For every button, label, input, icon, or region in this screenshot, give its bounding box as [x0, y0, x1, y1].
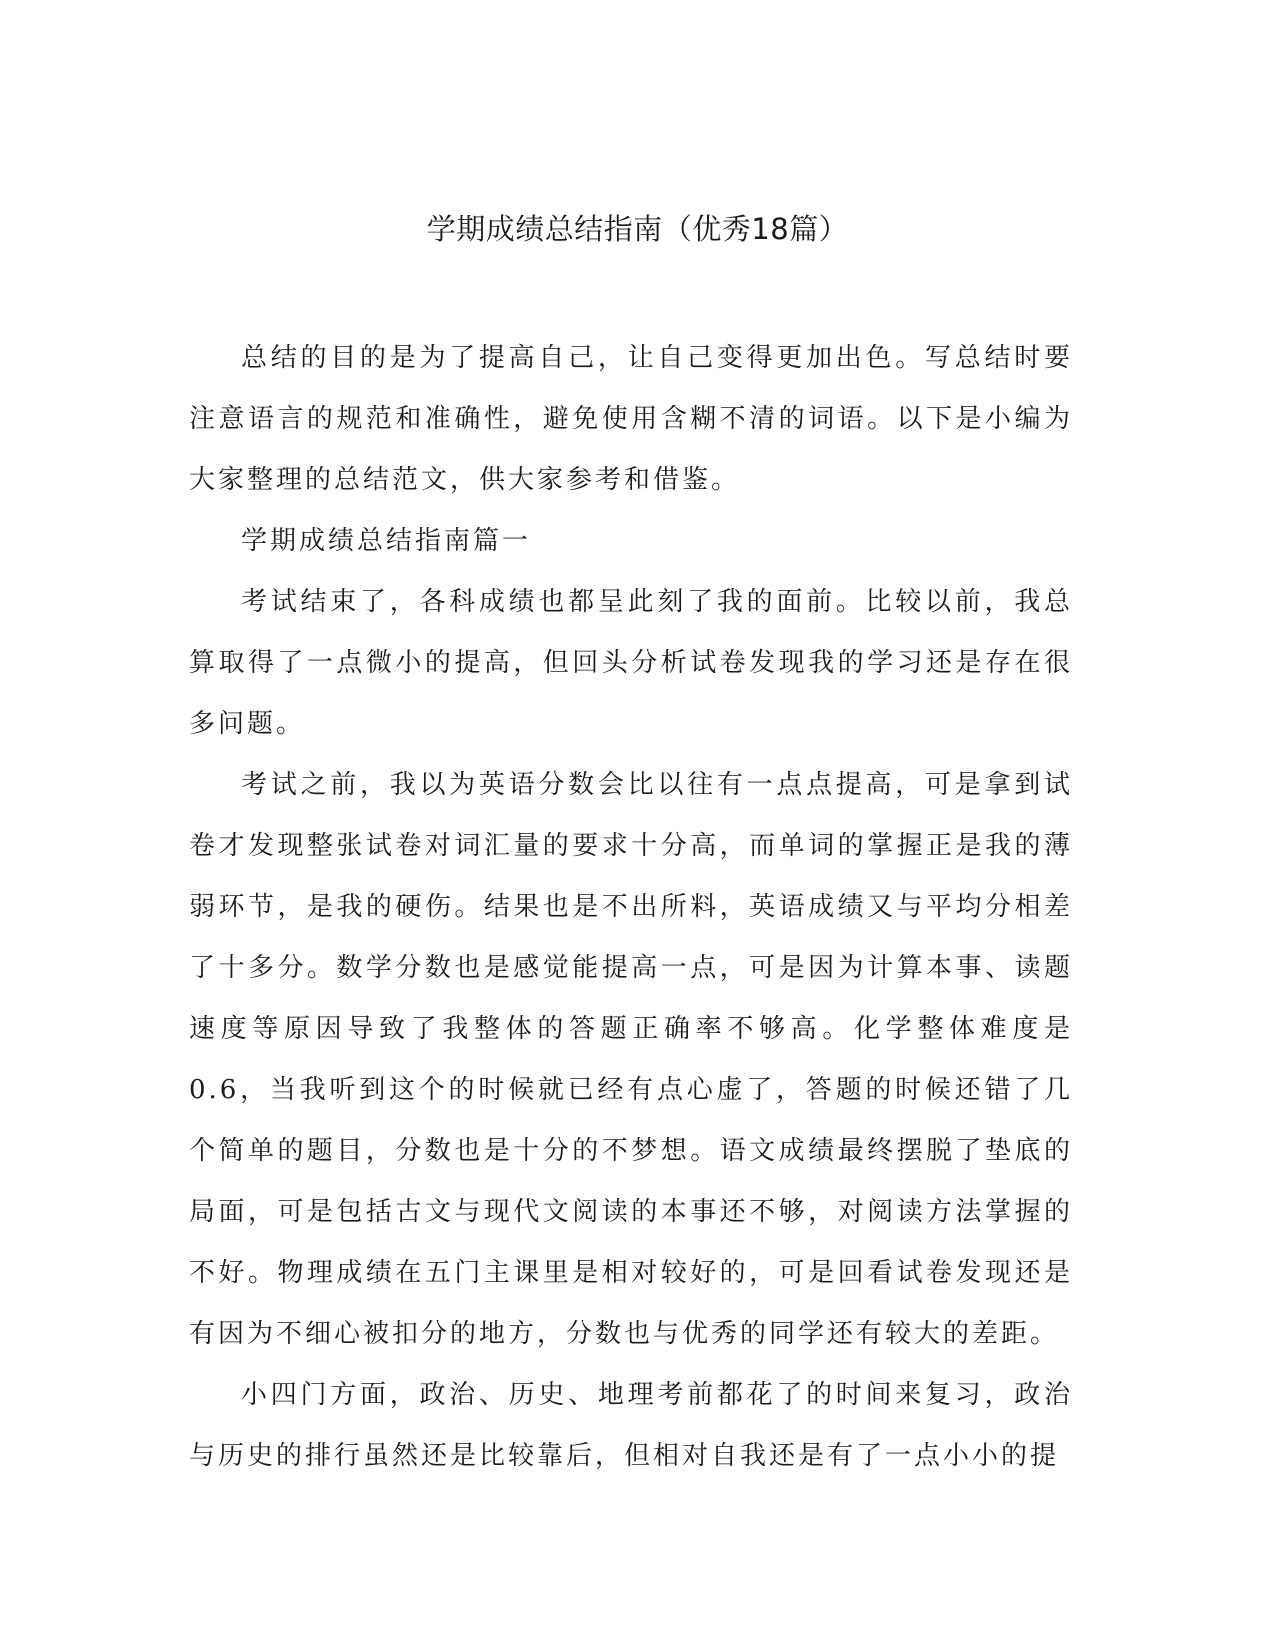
body-paragraph: 考试结束了，各科成绩也都呈此刻了我的面前。比较以前，我总算取得了一点微小的提高，但回头分析试卷发现我的学习还是存在很多问题。: [189, 587, 1073, 739]
intro-paragraph: 总结的目的是为了提高自己，让自己变得更加出色。写总结时要注意语言的规范和准确性，避免使用含糊不清的词语。以下是小编为大家整理的总结范文，供大家参考和借鉴。: [189, 343, 1073, 495]
section-heading: 学期成绩总结指南篇一: [241, 526, 532, 556]
body-paragraph: 小四门方面，政治、历史、地理考前都花了的时间来复习，政治与历史的排行虽然还是比较靠后，但相对自我还是有了一点小小的提: [189, 1380, 1073, 1471]
body-paragraph: 考试之前，我以为英语分数会比以往有一点点提高，可是拿到试卷才发现整张试卷对词汇量的要求十分高，而单词的掌握正是我的薄弱环节，是我的硬伤。结果也是不出所料，英语成绩又与平均分相差了十多分。数学分数也是感觉能提高一点，可是因为计算本事、读题速度等原因导致了我整体的答题正确率不够高。化学整体难度是0.6，当我听到这个的时候就已经有点心虚了，答题的时候还错了几个简单的题目，分数也是十分的不梦想。语文成绩最终摆脱了垫底的局面，可是包括古文与现代文阅读的本事还不够，对阅读方法掌握的不好。物理成绩在五门主课里是相对较好的，可是回看试卷发现还是有因为不细心被扣分的地方，分数也与优秀的同学还有较大的差距。: [189, 770, 1073, 1349]
document-body: [189, 328, 1073, 1487]
document-title: 学期成绩总结指南（优秀18篇）: [426, 212, 849, 246]
